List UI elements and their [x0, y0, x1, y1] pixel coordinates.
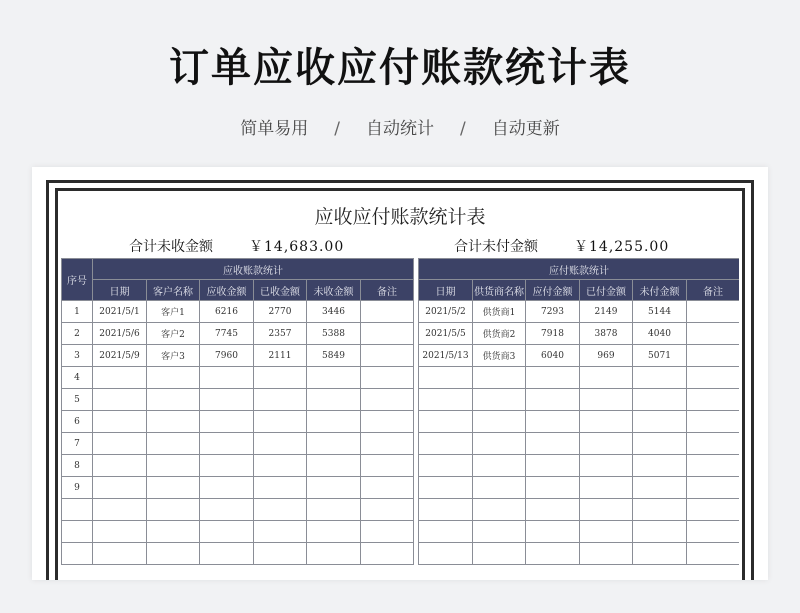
table-cell: [526, 455, 580, 477]
receivable-group-header: 应收账款统计: [93, 259, 414, 280]
table-cell: [526, 367, 580, 389]
table-cell: [254, 455, 307, 477]
table-cell: [307, 411, 361, 433]
table-cell: 2021/5/1: [93, 301, 147, 323]
table-cell: 3446: [307, 301, 361, 323]
table-cell: [687, 543, 740, 565]
table-row: [419, 521, 740, 543]
table-cell: [580, 389, 633, 411]
row-index: 4: [62, 367, 93, 389]
table-cell: [580, 455, 633, 477]
receivable-total-label: 合计未收金额: [129, 239, 213, 255]
payable-total: [454, 236, 669, 256]
table-cell: [580, 543, 633, 565]
table-row: [419, 477, 740, 499]
table-cell: [687, 433, 740, 455]
table-cell: 2357: [254, 323, 307, 345]
table-cell: 6040: [526, 345, 580, 367]
table-cell: [93, 455, 147, 477]
table-cell: [361, 455, 414, 477]
row-index: 9: [62, 477, 93, 499]
table-cell: [254, 521, 307, 543]
table-cell: [633, 455, 687, 477]
payable-total-label: 合计未付金额: [454, 239, 538, 255]
row-index: 5: [62, 389, 93, 411]
table-cell: [200, 477, 254, 499]
table-cell: [200, 521, 254, 543]
table-cell: [473, 499, 526, 521]
table-cell: [687, 389, 740, 411]
table-cell: [473, 367, 526, 389]
table-row: [62, 499, 414, 521]
table-cell: [147, 543, 200, 565]
table-cell: [307, 499, 361, 521]
receivable-table: [61, 258, 414, 565]
table-row: [419, 323, 740, 345]
table-cell: [254, 411, 307, 433]
table-cell: [633, 367, 687, 389]
row-index: 1: [62, 301, 93, 323]
table-cell: [93, 389, 147, 411]
table-cell: [307, 477, 361, 499]
table-row: [62, 345, 414, 367]
table-cell: [93, 411, 147, 433]
table-cell: [687, 477, 740, 499]
table-cell: [633, 477, 687, 499]
table-cell: 2149: [580, 301, 633, 323]
payable-column-header: 已付金额: [580, 280, 633, 301]
table-cell: [200, 543, 254, 565]
table-cell: [419, 521, 473, 543]
table-cell: [147, 411, 200, 433]
table-cell: [633, 389, 687, 411]
table-row: [62, 543, 414, 565]
row-index: 6: [62, 411, 93, 433]
table-cell: 2021/5/2: [419, 301, 473, 323]
receivable-total-value: ￥14,683.00: [249, 239, 345, 255]
payable-column-header: 备注: [687, 280, 740, 301]
table-cell: [580, 411, 633, 433]
table-cell: 2021/5/9: [93, 345, 147, 367]
table-row: [62, 477, 414, 499]
table-cell: [93, 367, 147, 389]
table-cell: [473, 521, 526, 543]
table-cell: 969: [580, 345, 633, 367]
table-cell: [147, 433, 200, 455]
table-cell: [526, 411, 580, 433]
table-cell: [254, 477, 307, 499]
table-cell: [419, 455, 473, 477]
table-row: [419, 301, 740, 323]
payable-column-header: 日期: [419, 280, 473, 301]
spreadsheet: [61, 194, 739, 580]
table-cell: [93, 521, 147, 543]
table-cell: 客户1: [147, 301, 200, 323]
table-cell: [526, 521, 580, 543]
table-cell: [526, 543, 580, 565]
tag-separator: /: [334, 119, 340, 139]
table-cell: [93, 543, 147, 565]
table-cell: [473, 433, 526, 455]
table-cell: [93, 477, 147, 499]
table-cell: [307, 389, 361, 411]
table-cell: [419, 367, 473, 389]
table-cell: 2021/5/13: [419, 345, 473, 367]
table-cell: [419, 543, 473, 565]
table-cell: [580, 367, 633, 389]
table-cell: [200, 433, 254, 455]
table-cell: [254, 543, 307, 565]
table-cell: [633, 411, 687, 433]
table-cell: [580, 477, 633, 499]
receivable-column-header: 已收金额: [254, 280, 307, 301]
payable-column-header: 供货商名称: [473, 280, 526, 301]
table-cell: [687, 345, 740, 367]
table-cell: 客户2: [147, 323, 200, 345]
table-row: [419, 411, 740, 433]
table-cell: 3878: [580, 323, 633, 345]
table-cell: [200, 411, 254, 433]
row-index: [62, 521, 93, 543]
table-row: [62, 411, 414, 433]
row-index: [62, 499, 93, 521]
table-cell: 2111: [254, 345, 307, 367]
table-cell: 客户3: [147, 345, 200, 367]
table-cell: 5144: [633, 301, 687, 323]
table-cell: 7293: [526, 301, 580, 323]
table-cell: [526, 433, 580, 455]
table-cell: [93, 499, 147, 521]
table-cell: 供货商3: [473, 345, 526, 367]
table-cell: [147, 455, 200, 477]
table-row: [419, 543, 740, 565]
table-cell: [200, 455, 254, 477]
table-row: [62, 367, 414, 389]
tag-1: 简单易用: [240, 119, 309, 139]
table-row: [62, 389, 414, 411]
receivable-column-header: 备注: [361, 280, 414, 301]
table-cell: [580, 433, 633, 455]
table-cell: 7745: [200, 323, 254, 345]
table-row: [419, 345, 740, 367]
table-cell: [687, 323, 740, 345]
row-index: 8: [62, 455, 93, 477]
table-cell: [254, 433, 307, 455]
feature-tags: [0, 114, 800, 139]
table-cell: 2770: [254, 301, 307, 323]
table-cell: 2021/5/6: [93, 323, 147, 345]
table-cell: [307, 521, 361, 543]
payable-total-value: ￥14,255.00: [574, 239, 670, 255]
table-cell: [361, 301, 414, 323]
table-cell: [361, 367, 414, 389]
table-row: [62, 455, 414, 477]
table-row: [419, 433, 740, 455]
table-cell: [361, 323, 414, 345]
receivable-column-header: 日期: [93, 280, 147, 301]
table-cell: [419, 411, 473, 433]
table-cell: 供货商1: [473, 301, 526, 323]
table-cell: 5388: [307, 323, 361, 345]
table-cell: [526, 389, 580, 411]
table-cell: [687, 521, 740, 543]
table-cell: [254, 499, 307, 521]
table-cell: [526, 477, 580, 499]
table-cell: [307, 543, 361, 565]
table-cell: 4040: [633, 323, 687, 345]
table-cell: [687, 367, 740, 389]
table-cell: [687, 499, 740, 521]
table-row: [419, 455, 740, 477]
table-cell: [687, 301, 740, 323]
receivable-column-header: 客户名称: [147, 280, 200, 301]
table-cell: [307, 367, 361, 389]
table-cell: 5849: [307, 345, 361, 367]
table-cell: 2021/5/5: [419, 323, 473, 345]
index-header: 序号: [62, 259, 93, 301]
table-cell: [633, 433, 687, 455]
tag-3: 自动更新: [491, 119, 560, 139]
page-title: 订单应收应付账款统计表: [169, 45, 631, 91]
row-index: 3: [62, 345, 93, 367]
row-index: 7: [62, 433, 93, 455]
table-cell: 5071: [633, 345, 687, 367]
table-cell: [200, 499, 254, 521]
table-cell: [200, 367, 254, 389]
row-index: [62, 543, 93, 565]
payable-group-header: 应付账款统计: [419, 259, 740, 280]
table-cell: [419, 499, 473, 521]
table-cell: [633, 521, 687, 543]
table-cell: 供货商2: [473, 323, 526, 345]
payable-column-header: 未付金额: [633, 280, 687, 301]
payable-table: [418, 258, 739, 565]
table-cell: [254, 367, 307, 389]
payable-column-header: 应付金额: [526, 280, 580, 301]
table-cell: [307, 433, 361, 455]
tag-2: 自动统计: [366, 119, 434, 139]
table-cell: [419, 389, 473, 411]
table-cell: 7918: [526, 323, 580, 345]
table-cell: [147, 389, 200, 411]
table-cell: [147, 521, 200, 543]
table-row: [62, 301, 414, 323]
table-cell: [580, 499, 633, 521]
table-cell: [361, 543, 414, 565]
table-cell: [419, 433, 473, 455]
table-cell: [473, 455, 526, 477]
table-cell: [361, 521, 414, 543]
table-cell: [473, 389, 526, 411]
table-row: [419, 499, 740, 521]
table-cell: [580, 521, 633, 543]
table-cell: [687, 411, 740, 433]
receivable-column-header: 未收金额: [307, 280, 361, 301]
table-row: [62, 521, 414, 543]
table-cell: [361, 345, 414, 367]
table-cell: [361, 411, 414, 433]
table-cell: [687, 455, 740, 477]
table-cell: [147, 499, 200, 521]
table-cell: [307, 455, 361, 477]
table-row: [419, 367, 740, 389]
table-cell: [473, 411, 526, 433]
receivable-total: [129, 236, 344, 256]
table-cell: [526, 499, 580, 521]
table-cell: [633, 543, 687, 565]
table-row: [419, 389, 740, 411]
table-cell: [361, 389, 414, 411]
table-row: [62, 323, 414, 345]
table-cell: [633, 499, 687, 521]
table-cell: [254, 389, 307, 411]
table-cell: [147, 367, 200, 389]
receivable-column-header: 应收金额: [200, 280, 254, 301]
table-cell: [361, 499, 414, 521]
table-cell: [473, 477, 526, 499]
table-cell: [93, 433, 147, 455]
table-cell: [419, 477, 473, 499]
table-cell: [473, 543, 526, 565]
table-cell: 6216: [200, 301, 254, 323]
table-cell: [361, 477, 414, 499]
table-row: [62, 433, 414, 455]
table-cell: [361, 433, 414, 455]
table-cell: 7960: [200, 345, 254, 367]
row-index: 2: [62, 323, 93, 345]
tag-separator: /: [460, 119, 466, 139]
sheet-title: 应收应付账款统计表: [314, 206, 486, 228]
table-cell: [200, 389, 254, 411]
table-cell: [147, 477, 200, 499]
